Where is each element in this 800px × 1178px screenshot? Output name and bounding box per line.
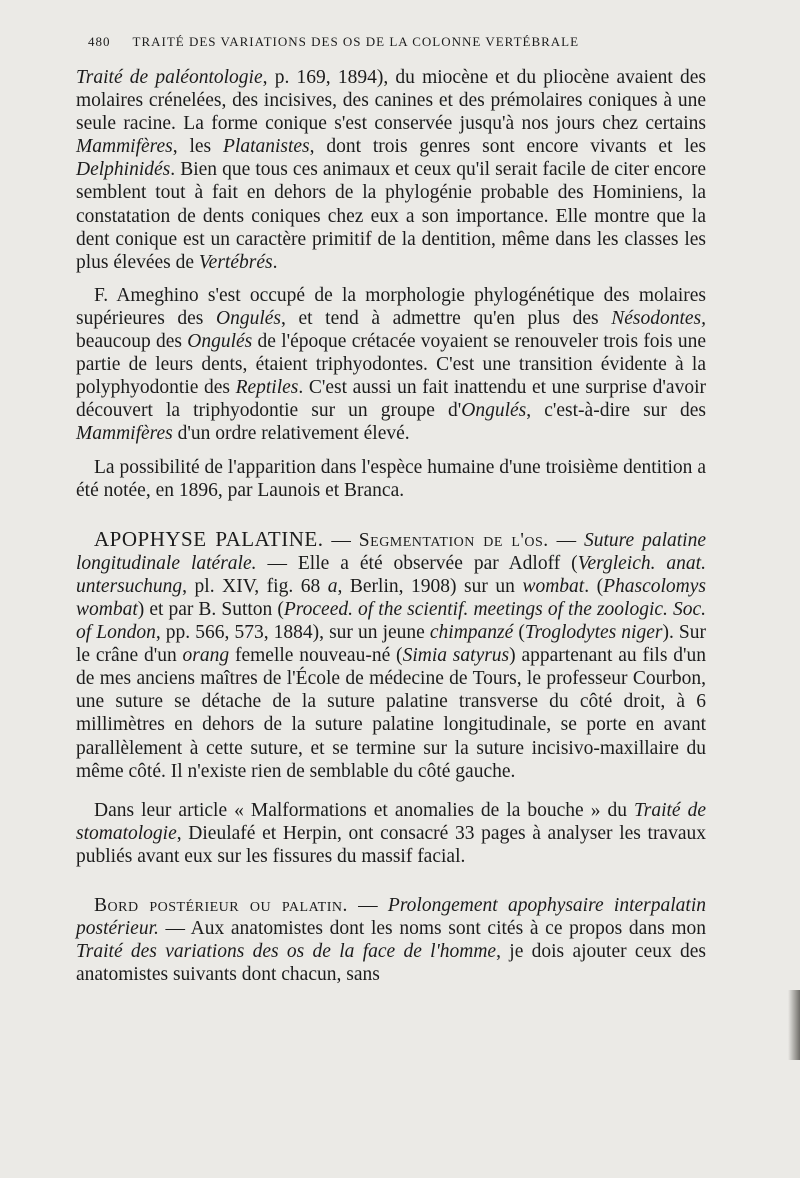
italic-text: Prolongement apophysaire interpalatin postérieur. bbox=[76, 895, 706, 940]
italic-text: Ongulés bbox=[187, 331, 253, 353]
running-title: TRAITÉ DES VARIATIONS DES OS DE LA COLONNE VERTÉBRALE bbox=[132, 34, 580, 49]
paragraph-bord-posterieur bbox=[76, 894, 706, 986]
page-number: 480 bbox=[88, 34, 111, 49]
italic-text: chimpanzé bbox=[429, 622, 514, 644]
text-run: , dont trois genres sont encore vivants et les bbox=[309, 136, 706, 158]
paragraph-3 bbox=[76, 456, 706, 502]
italic-text: Traité de stomatologie bbox=[76, 799, 706, 844]
text-run: — bbox=[347, 895, 388, 916]
page-edge-shadow bbox=[788, 990, 800, 1060]
text-run: La possibilité de l'apparition dans l'espèce humaine d'une troisième dentition a été notée, en 1896, par Launois et Branca. bbox=[76, 456, 706, 501]
italic-text: Delphinidés bbox=[76, 159, 171, 181]
body-text bbox=[76, 66, 706, 986]
italic-text: orang bbox=[182, 645, 230, 667]
italic-text: Platanistes bbox=[222, 136, 310, 158]
text-run: — Elle a été observée par Adloff ( bbox=[256, 552, 578, 574]
text-run: d'un ordre relativement élevé. bbox=[172, 423, 410, 445]
text-run: F. Ameghino s'est occupé de la morphologie phylogénétique des molaires supérieures des bbox=[76, 284, 706, 329]
italic-text: Traité de paléontologie bbox=[76, 67, 263, 88]
italic-text: Troglodytes niger bbox=[524, 622, 663, 644]
italic-text: a bbox=[327, 575, 338, 597]
text-run: , Dieulafé et Herpin, ont consacré 33 pages à analyser les travaux publiés avant eux sur les fissures du massif facial. bbox=[76, 822, 706, 867]
italic-text: Mammifères bbox=[76, 423, 173, 445]
italic-text: Vergleich. anat. untersuchung bbox=[76, 552, 706, 597]
text-run: , et tend à admettre qu'en plus des bbox=[281, 307, 612, 329]
italic-text: Phascolomys wombat bbox=[76, 575, 706, 620]
text-run: beaucoup des bbox=[76, 331, 188, 353]
subsection-heading: Segmentation de l'os. bbox=[358, 529, 549, 551]
italic-text: Reptiles bbox=[235, 377, 299, 399]
italic-text: wombat bbox=[522, 575, 585, 597]
text-run: ( bbox=[513, 622, 525, 644]
text-run: . C'est aussi un fait inattendu et une surprise d'avoir découvert la triphyodontie sur un groupe d' bbox=[76, 377, 706, 422]
subsection-heading: Bord postérieur ou palatin. bbox=[94, 895, 348, 916]
text-run: , pp. 566, 573, 1884), sur un jeune bbox=[155, 622, 430, 644]
section-heading: APOPHYSE PALATINE. bbox=[94, 526, 324, 551]
paragraph-2 bbox=[76, 284, 706, 446]
text-run: . ( bbox=[584, 575, 604, 597]
text-run: , Berlin, 1908) sur un bbox=[337, 575, 523, 597]
text-run: ) et par B. Sutton ( bbox=[137, 598, 284, 620]
italic-text: Proceed. of the scientif. meetings of the zoologic. Soc. of London bbox=[76, 598, 706, 644]
text-run: . bbox=[272, 251, 278, 273]
text-run: , pl. XIV, fig. 68 bbox=[182, 575, 328, 597]
italic-text: Vertébrés bbox=[198, 251, 273, 273]
text-run: Dans leur article « Malformations et anomalies de la bouche » du bbox=[94, 799, 634, 821]
text-run: , c'est-à-dire sur des bbox=[526, 400, 706, 422]
text-run: de l'époque crétacée voyaient se renouveler trois fois une partie de leurs dents, étaient triphyodontes. C'est une transition évidente à la polyphyodontie des bbox=[76, 331, 706, 399]
text-run: — Aux anatomistes dont les noms sont cités à ce propos dans mon bbox=[158, 918, 706, 940]
text-run: ). Sur le crâne d'un bbox=[76, 622, 707, 667]
paragraph-apophyse-palatine bbox=[76, 528, 706, 783]
italic-text: Ongulés bbox=[461, 400, 527, 422]
italic-text: Suture palatine longitudinale latérale. bbox=[76, 529, 707, 574]
text-run: , p. 169, 1894), du miocène et du pliocène avaient des molaires crénelées, des incisives, des canines et des prémolaires coniques à une seule racine. La forme conique s'est conservée jusqu'à nos jours chez certains bbox=[76, 67, 707, 135]
paragraph-5 bbox=[76, 799, 706, 868]
italic-text: Simia satyrus bbox=[402, 645, 510, 667]
text-run: ) appartenant au fils d'un de mes anciens maîtres de l'École de médecine de Tours, le professeur Courbon, une suture se détache de la suture palatine transverse du côté droit, à 6 millimètres en dehors de la suture palatine longitudinale, se porte en avant parallèlement à cette suture, et se termine sur la suture incisivo-maxillaire du même côté. Il n'existe rien de semblable du côté gauche. bbox=[76, 645, 707, 782]
text-run: — bbox=[548, 529, 584, 551]
italic-text: Nésodontes, bbox=[611, 307, 706, 329]
text-run: , je dois ajouter ceux des anatomistes suivants dont chacun, sans bbox=[76, 941, 706, 986]
italic-text: Traité des variations des os de la face de l'homme bbox=[76, 941, 497, 963]
text-run: femelle nouveau-né ( bbox=[229, 645, 403, 667]
text-run: , les bbox=[172, 136, 223, 158]
text-run: . Bien que tous ces animaux et ceux qu'il serait facile de citer encore semblent tout à fait en dehors de la phylogénie probable des Hominiens, la constatation de dents coniques chez eux a son importance. Elle montre que la dent conique est un caractère primitif de la dentition, même dans les classes les plus élevées de bbox=[76, 159, 706, 273]
italic-text: Mammifères bbox=[76, 136, 173, 158]
text-run: — bbox=[323, 529, 359, 551]
italic-text: Ongulés bbox=[216, 307, 282, 329]
running-header bbox=[88, 34, 708, 50]
paragraph-1 bbox=[76, 66, 706, 274]
